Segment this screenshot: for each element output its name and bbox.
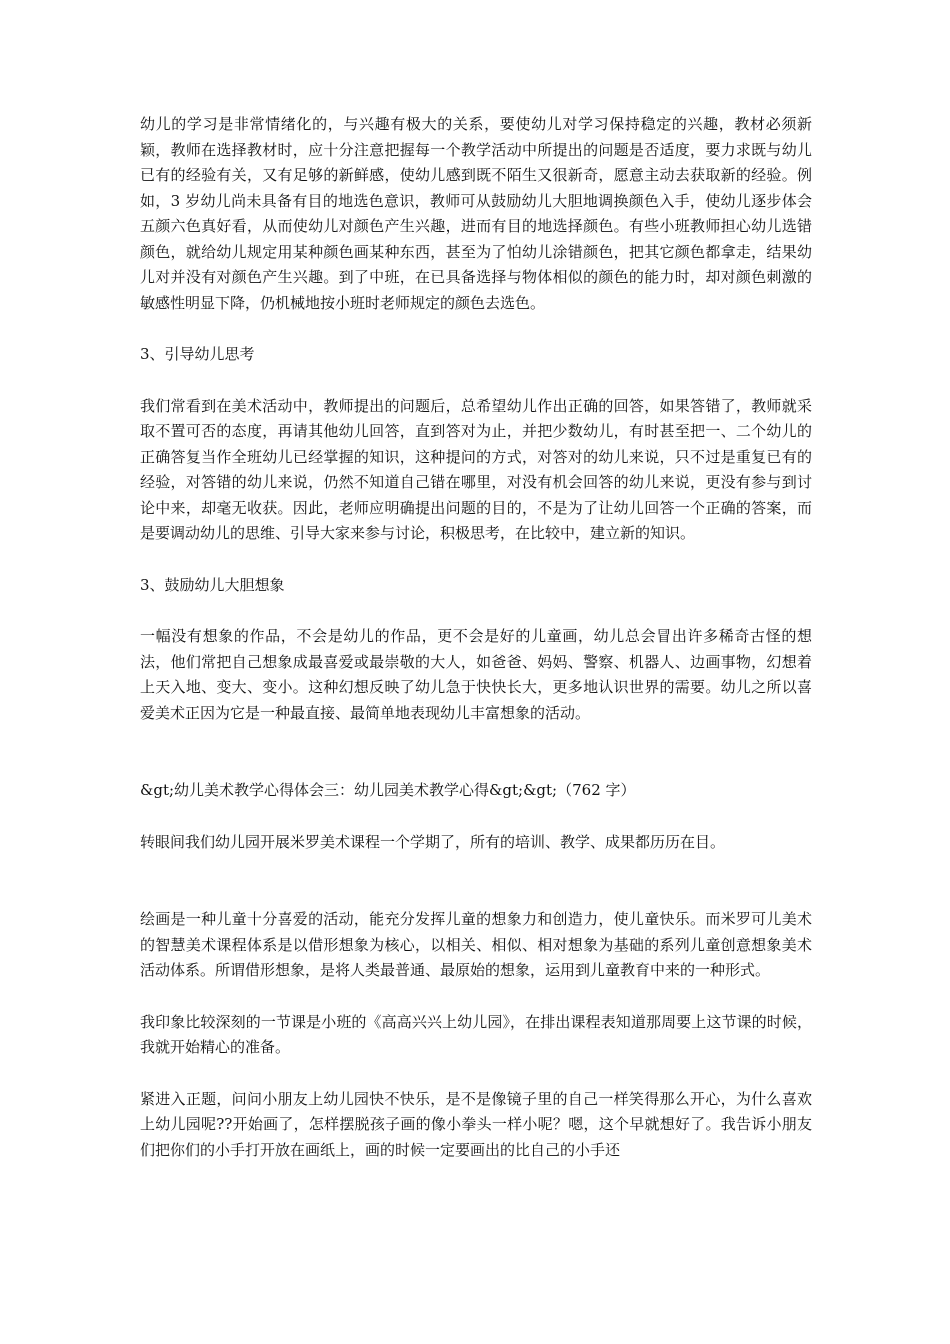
paragraph-spacer [140, 726, 812, 778]
paragraph-spacer [140, 855, 812, 907]
paragraph-drawing-activity: 绘画是一种儿童十分喜爱的活动，能充分发挥儿童的想象力和创造力，使儿童快乐。而米罗可儿美术的智慧美术课程体系是以借形想象为核心，以相关、相似、相对想象为基础的系列儿童创意想象美术活动体系。所谓借形想象，是将人类最普通、最原始的想象，运用到儿童教育中来的一种形式。 [140, 910, 812, 979]
paragraph-questioning: 我们常看到在美术活动中，教师提出的问题后，总希望幼儿作出正确的回答，如果答错了，教师就采取不置可否的态度，再请其他幼儿回答，直到答对为止，并把少数幼儿，有时甚至把一、二个幼儿的正确答复当作全班幼儿已经掌握的知识，这种提问的方式，对答对的幼儿来说，只不过是重复已有的经验，对答错的幼儿来说，仍然不知道自己错在哪里，对没有机会回答的幼儿来说，更没有参与到讨论中来，却毫无收获。因此，老师应明确提出问题的目的，不是为了让幼儿回答一个正确的答案，而是要调动幼儿的思维、引导大家来参与讨论，积极思考，在比较中，建立新的知识。 [140, 396, 812, 542]
paragraph-spacer [140, 1061, 812, 1087]
paragraph-memorable-lesson: 我印象比较深刻的一节课是小班的《高高兴兴上幼儿园》，在排出课程表知道那周要上这节课的时候，我就开始精心的准备。 [140, 1012, 812, 1056]
section-heading-imagination: 3、鼓励幼儿大胆想象 [140, 575, 285, 594]
article-title-three: &gt;幼儿美术教学心得体会三：幼儿园美术教学心得&gt;&gt;（762 字） [140, 781, 636, 799]
paragraph-imagination: 一幅没有想象的作品，不会是幼儿的作品，更不会是好的儿童画，幼儿总会冒出许多稀奇古怪的想法，他们常把自己想象成最喜爱或最崇敬的大人，如爸爸、妈妈、警察、机器人、边画事物，幻想着上天入地、变大、变小。这种幻想反映了幼儿急于快快长大，更多地认识世界的需要。幼儿之所以喜爱美术正因为它是一种最直接、最简单地表现幼儿丰富想象的活动。 [140, 627, 812, 722]
paragraph-spacer [140, 547, 812, 573]
paragraph-lesson-detail: 紧进入正题，问问小朋友上幼儿园快不快乐，是不是像镜子里的自己一样笑得那么开心，为什么喜欢上幼儿园呢??开始画了，怎样摆脱孩子画的像小拳头一样小呢？嗯，这个早就想好了。我告诉小朋友们把你们的小手打开放在画纸上，画的时候一定要画出的比自己的小手还 [140, 1089, 812, 1159]
section-heading-guide-thinking: 3、引导幼儿思考 [140, 345, 255, 363]
paragraph-spacer [140, 804, 812, 830]
paragraph-intro-miro: 转眼间我们幼儿园开展米罗美术课程一个学期了，所有的培训、教学、成果都历历在目。 [140, 832, 726, 851]
paragraph-interest: 幼儿的学习是非常情绪化的，与兴趣有极大的关系，要使幼儿对学习保持稳定的兴趣，教材必须新颖，教师在选择教材时，应十分注意把握每一个教学活动中所提出的问题是否适度，要力求既与幼儿已有的经验有关，又有足够的新鲜感，使幼儿感到既不陌生又很新奇，愿意主动去获取新的经验。例如，3 岁幼儿尚未具备有目的地选色意识，教师可从鼓励幼儿大胆地调换颜色入手，使幼儿逐步体会五颜六色真好看，从而使幼儿对颜色产生兴趣，进而有目的地选择颜色。有些小班教师担心幼儿选错颜色，就给幼儿规定用某种颜色画某种东西，甚至为了怕幼儿涂错颜色，把其它颜色都拿走，结果幼儿对并没有对颜色产生兴趣。到了中班，在已具备选择与物体相似的颜色的能力时，却对颜色刺激的敏感性明显下降，仍机械地按小班时老师规定的颜色去选色。 [140, 115, 812, 312]
document-page [140, 112, 812, 1163]
paragraph-spacer [140, 984, 812, 1010]
paragraph-spacer [140, 368, 812, 394]
paragraph-spacer [140, 598, 812, 624]
paragraph-spacer [140, 316, 812, 342]
